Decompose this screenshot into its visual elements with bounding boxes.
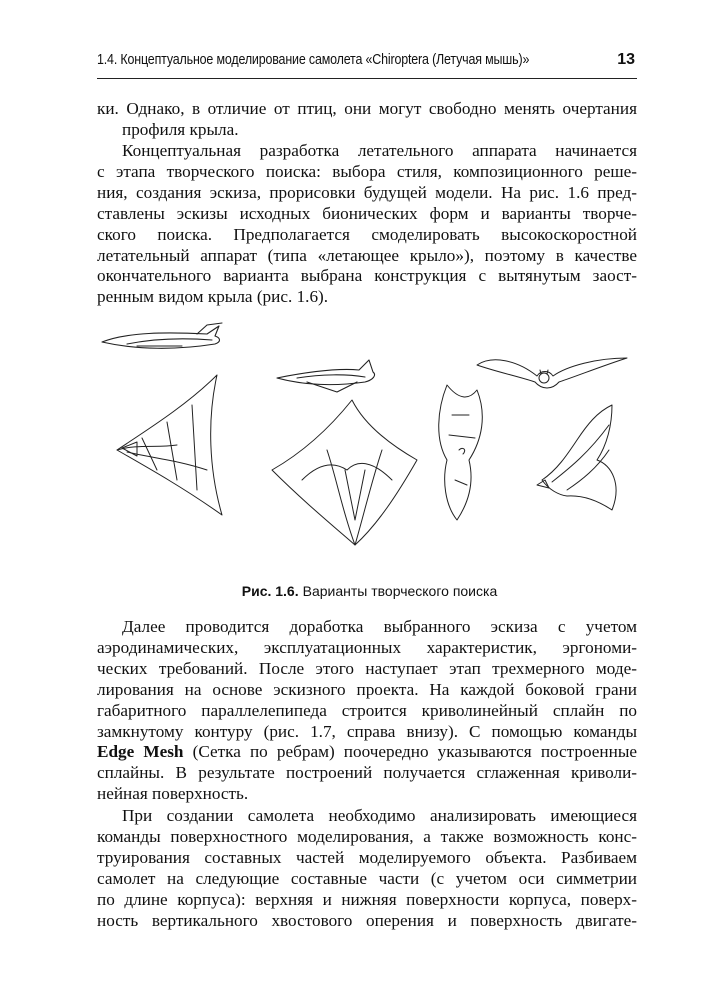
text-line: аэродинамических, эксплуатационных характеристик, эргономи- — [97, 637, 637, 657]
text-line: лирования на основе эскизного проекта. На каждой боковой грани — [97, 679, 637, 699]
text-line: Концептуальная разработка летательного аппарата начинается — [122, 141, 637, 160]
sketch-side-view-2 — [277, 360, 375, 392]
sketch-bat-front — [439, 385, 483, 520]
paragraph-1 — [97, 99, 637, 141]
text-line: замкнутому контуру (рис. 1.7, справа внизу). С помощью команды — [97, 721, 637, 741]
text-line — [97, 742, 637, 763]
sketch-side-view-1 — [102, 323, 222, 348]
text-line: При создании самолета необходимо анализировать имеющиеся — [122, 806, 637, 825]
sketch-bat-side — [537, 405, 616, 510]
running-title: 1.4. Концептуальное моделирование самолета «Chiroptera (Летучая мышь)» — [97, 52, 530, 68]
paragraph-3 — [97, 617, 637, 805]
text-line: Далее проводится доработка выбранного эскиза с учетом — [122, 617, 637, 636]
sketch-delta-wing — [117, 375, 222, 515]
text-line: профиля крыла. — [122, 119, 239, 139]
text-line: команды поверхностного моделирования, а также возможность конс- — [97, 826, 637, 846]
text-line: нейная поверхность. — [97, 784, 249, 804]
sketch-swept-wing — [272, 400, 417, 545]
bold-term: Edge Mesh — [97, 742, 184, 762]
text-line: ставлены эскизы исходных бионических форм и варианты творче- — [97, 203, 637, 223]
text-line: габаритного параллелепипеда строится криволинейный сплайн по — [97, 700, 637, 720]
text-line: летательный аппарат (типа «летающее крыло»), поэтому в качестве — [97, 245, 637, 265]
text-line: по длине корпуса): верхняя и нижняя поверхности корпуса, поверх- — [97, 889, 637, 909]
paragraph-2 — [97, 141, 637, 308]
sketch-small-bat — [477, 358, 627, 388]
text-line: ского поиска. Предполагается смоделировать высокоскоростной — [97, 224, 637, 244]
text-line: ренным видом крыла (рис. 1.6). — [97, 287, 329, 307]
text-line: самолет на следующие составные части (с учетом оси симметрии — [97, 868, 637, 888]
page-header — [97, 52, 637, 79]
text-line: с этапа творческого поиска: выбора стиля, композиционного реше- — [97, 161, 637, 181]
text-fragment: (Сетка по ребрам) поочередно указываются построенные — [183, 742, 637, 762]
text-line: ния, создания эскиза, прорисовки будущей модели. На рис. 1.6 пред- — [97, 182, 637, 202]
figure-caption — [97, 583, 642, 599]
caption-text: Варианты творческого поиска — [302, 583, 498, 599]
text-line: сплайны. В результате построений получается сглаженная криволи- — [97, 763, 637, 783]
text-line: окончательного варианта выбрана конструкция с вытянутым заост- — [97, 266, 637, 286]
text-line: ность вертикального хвостового оперения и поверхность двигате- — [97, 910, 637, 930]
paragraph-4 — [97, 806, 637, 931]
figure-bat-sketches — [97, 320, 642, 550]
text-line: ки. Однако, в отличие от птиц, они могут свободно менять очертания — [97, 99, 637, 118]
text-line: ческих требований. После этого наступает этап трехмерного моде- — [97, 658, 637, 678]
text-line: труирования составных частей моделируемого объекта. Разбиваем — [97, 847, 637, 867]
caption-label: Рис. 1.6. — [241, 583, 299, 599]
page-number: 13 — [617, 51, 635, 68]
